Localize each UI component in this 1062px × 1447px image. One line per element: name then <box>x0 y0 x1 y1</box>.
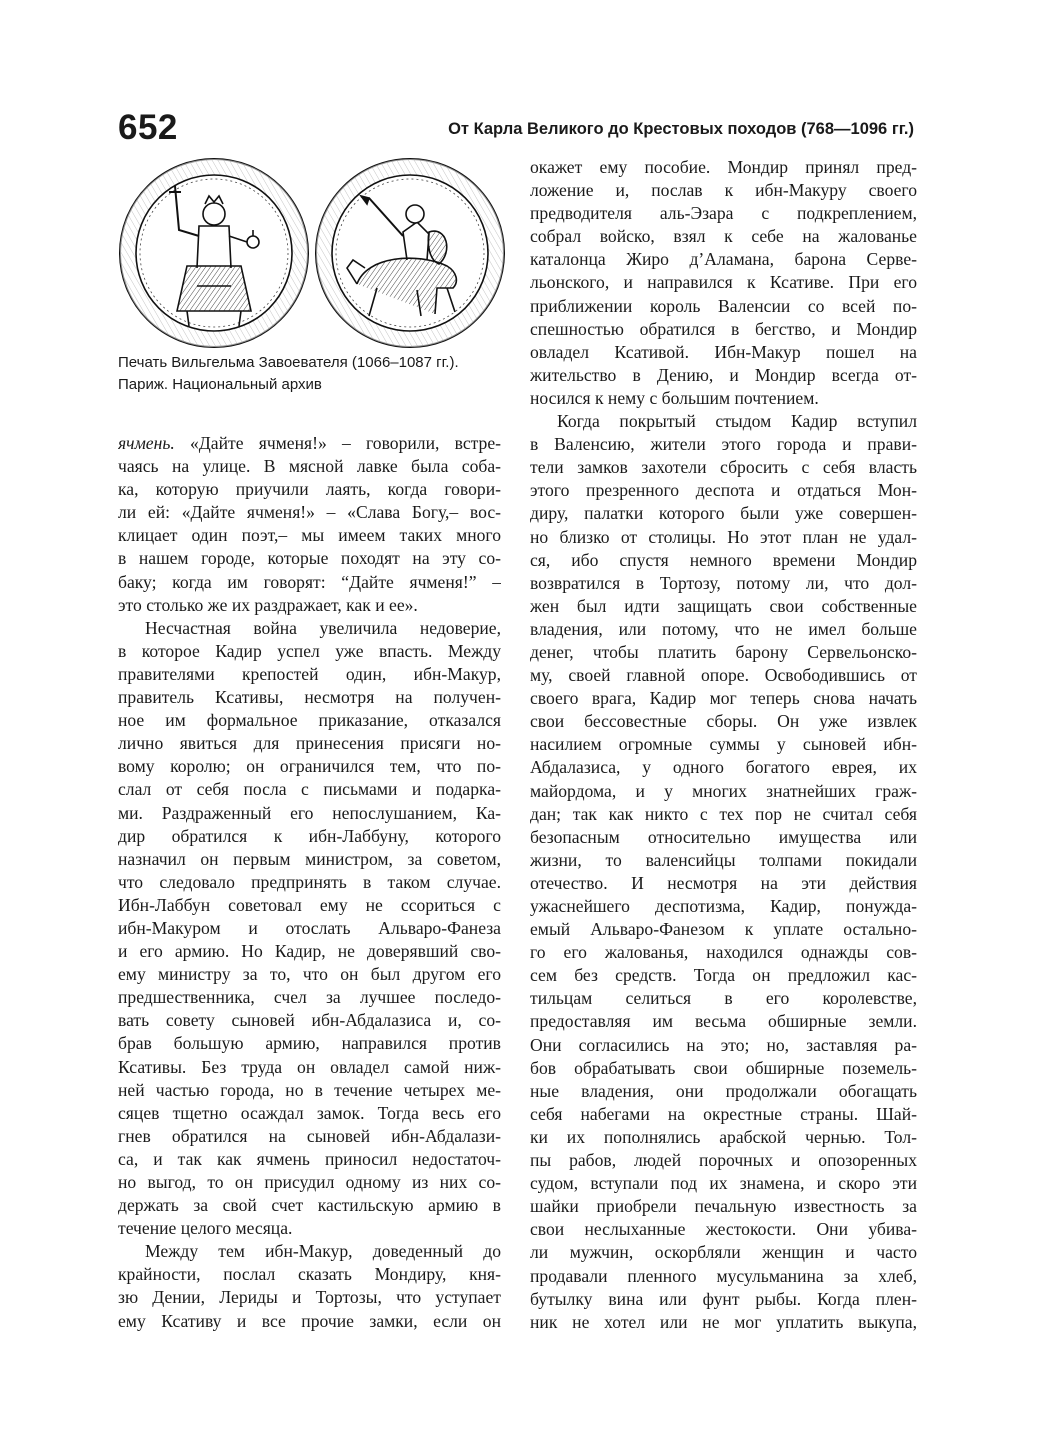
text-line: ми. Раздраженный его непослушанием, Ка- <box>118 802 501 823</box>
text-line: ужаснейшего деспотизма, Кадир, понужда- <box>530 896 917 916</box>
text-line: ибн-Макуром и отослать Альваро-Фанеза <box>118 917 501 938</box>
text-line: ли ей: «Дайте ячменя!» – «Слава Богу,– вос- <box>118 502 501 523</box>
text-line: тели замков захотели сбросить с себя власть <box>530 457 917 478</box>
left-text-column <box>118 432 501 1333</box>
text-line: носился к нему с большим почтением. <box>530 387 819 408</box>
text-line: баку; когда им говорят: “Дайте ячменя!” – <box>118 571 501 592</box>
text-line: вать совету сыновей ибн-Абдалазиса и, со- <box>118 1010 501 1031</box>
text-line: этого презренного деспота и отдаться Мон- <box>530 480 917 501</box>
text-line: тильцам селиться в его королевстве, <box>530 988 917 1009</box>
text-line: ное им формальное приказание, отказался <box>118 710 501 731</box>
text-line: го его жалованья, находился однажды сов- <box>530 942 917 963</box>
text-line: свои неслыханные жестокости. Они убива- <box>530 1219 917 1240</box>
text-line: приближении король Валенсии со всей по- <box>530 295 917 316</box>
text-line: бутылку вина или фунт рыбы. Когда плен- <box>530 1288 917 1309</box>
text-line: это столько же их раздражает, как и ее». <box>118 594 418 615</box>
text-line: Когда покрытый стыдом Кадир вступил <box>557 411 917 432</box>
text-line: шайки приобрели печальную известность за <box>530 1196 917 1217</box>
text-line: Между тем ибн-Макур, доведенный до <box>145 1241 501 1262</box>
figure-caption <box>118 352 518 396</box>
text-line: но близко от столицы. Но этот план не удал- <box>530 526 917 547</box>
text-line: ки их пополнялись арабской чернью. Тол- <box>530 1126 917 1147</box>
page-number: 652 <box>118 108 178 147</box>
text-line: ные владения, они продолжали обогащать <box>530 1080 917 1101</box>
text-line: и его армию. Но Кадир, не доверявший сво- <box>118 941 501 962</box>
text-line: ней частью города, но в течение четырех ме- <box>118 1079 501 1100</box>
text-line: ся, ибо спустя немного времени Мондир <box>530 549 917 570</box>
text-line: спешностью обратился в бегство, и Мондир <box>530 318 917 339</box>
text-line: отечество. И несмотря на эти действия <box>530 872 917 893</box>
text-line: денег, чтобы платить барону Сервельонско- <box>530 641 917 662</box>
text-line: ка, которую приучили лаять, когда говори- <box>118 479 501 500</box>
text-line: насилием огромные суммы у сыновей ибн- <box>530 734 917 755</box>
text-line: слал от себя посла с письмами и подарка- <box>118 779 501 800</box>
running-title: От Карла Великого до Крестовых походов (768—1096 гг.) <box>448 120 914 138</box>
text-line: жен был идти защищать свои собственные <box>530 595 917 616</box>
text-line: ячмень. «Дайте ячменя!» – говорили, встре- <box>118 433 501 453</box>
text-line: предводителя аль-Эзара с подкреплением, <box>530 203 917 224</box>
text-line: в которое Кадир успел уже впасть. Между <box>118 640 501 661</box>
text-line: правителями крепостей один, ибн-Макур, <box>118 663 501 684</box>
text-line: свои бессовестные сборы. Он уже извлек <box>530 711 917 732</box>
text-line: бов обрабатывать свои обширные поземель- <box>530 1057 917 1078</box>
text-line: окажет ему пособие. Мондир принял пред- <box>530 157 917 177</box>
text-line: жительство в Дению, и Мондир всегда от- <box>530 364 917 385</box>
text-line: предоставляя им весьма обширные земли. <box>530 1011 917 1032</box>
text-line: Они согласились на это; но, заставляя ра- <box>530 1034 917 1055</box>
text-line: льонского, и направился к Ксативе. При его <box>530 272 917 293</box>
text-line: судом, вступали под их знамена, и скоро эти <box>530 1173 917 1194</box>
text-line: дан; так как никто с тех пор не считал себя <box>530 803 917 824</box>
text-line: овладел Ксативой. Ибн-Макур пошел на <box>530 341 917 362</box>
text-line: Ксативы. Без труда он овладел самой ниж- <box>118 1056 501 1077</box>
text-line: диру, палатки которого были уже совершен- <box>530 503 917 524</box>
text-line: Ибн-Лаббун советовал ему не ссориться с <box>118 894 501 915</box>
text-line: чаясь на улице. В мясной лавке была соба- <box>118 456 501 477</box>
seal-illustration <box>117 156 507 352</box>
text-line: ли мужчин, оскорбляли женщин и часто <box>530 1242 917 1263</box>
text-line: лично явиться для принесения присяги но- <box>118 733 501 754</box>
text-line: правитель Ксативы, несмотря на получен- <box>118 687 501 708</box>
text-line: дир обратился к ибн-Лаббуну, которого <box>118 825 501 846</box>
text-line: держать за свой счет кастильскую армию в <box>118 1195 501 1216</box>
text-line: в нашем городе, которые походят на эту со- <box>118 548 501 569</box>
text-line: собрал войско, взял к себе на жалованье <box>530 226 917 247</box>
text-line: му, своей главной опоре. Освободившись от <box>530 665 917 686</box>
text-line: ему Ксативу и все прочие замки, если он <box>118 1310 501 1331</box>
text-line: майордома, и у многих знатнейших граж- <box>530 780 917 801</box>
text-line: Абдалазиса, у одного богатого еврея, их <box>530 757 917 778</box>
text-line: клицает один поэт,– мы имеем таких много <box>118 525 501 546</box>
text-line: гнев обратился на сыновей ибн-Абдалази- <box>118 1125 501 1146</box>
text-line: сем без средств. Тогда он предложил кас- <box>530 965 917 986</box>
text-line: вому королю; он ограничился тем, что по- <box>118 756 501 777</box>
text-line: что следовало предпринять в таком случае. <box>118 871 501 892</box>
italic-word: ячмень. <box>118 433 175 453</box>
text-line: брав большую армию, направился против <box>118 1033 501 1054</box>
text-line: назначил он первым министром, за советом, <box>118 848 501 869</box>
text-line: зю Дении, Лериды и Тортозы, что уступает <box>118 1287 501 1308</box>
text-line: течение целого месяца. <box>118 1218 293 1239</box>
text-line: пы рабов, людей порочных и опозоренных <box>530 1150 917 1171</box>
text-line: себя набегами на окрестные страны. Шай- <box>530 1103 917 1124</box>
text-line: возвратился в Тортозу, потому ли, что дол- <box>530 572 917 593</box>
text-line: Несчастная война увеличила недоверие, <box>145 617 501 638</box>
text-line: емый Альваро-Фанезом к уплате остально- <box>530 919 917 940</box>
text-line: жизни, то валенсийцы толпами покидали <box>530 849 917 870</box>
text-line: но выгод, то он присудил одному из них со- <box>118 1172 501 1192</box>
text-line: каталонца Жиро д’Аламана, барона Серве- <box>530 249 917 270</box>
caption-line: Париж. Национальный архив <box>118 376 322 393</box>
text-line: в Валенсию, жители этого города и прави- <box>530 434 917 455</box>
right-text-column <box>530 156 917 1334</box>
text-line: своего врага, Кадир мог теперь снова начать <box>530 688 917 709</box>
text-line: владения, или потому, что не имел больше <box>530 618 917 639</box>
text-line: продавали пленного мусульманина за хлеб, <box>530 1265 917 1286</box>
text-line: крайности, послал сказать Мондиру, кня- <box>118 1264 501 1285</box>
text-line: безопасным относительно имущества или <box>530 826 917 847</box>
text-line: ник не хотел или не мог уплатить выкупа, <box>530 1311 917 1332</box>
text-line: ложение и, послав к ибн-Макуру своего <box>530 180 917 201</box>
text-line: предшественника, счел за лучшее последо- <box>118 987 501 1008</box>
text-line: сяцев тщетно осаждал замок. Тогда весь его <box>118 1102 501 1123</box>
text-line: ему министру за то, что он был другом его <box>118 964 501 985</box>
seal-obverse-king <box>120 159 308 347</box>
text-line: са, и так как ячмень приносил недостаточ- <box>118 1148 501 1169</box>
caption-line: Печать Вильгельма Завоевателя (1066–1087 гг.). <box>118 354 459 371</box>
seal-reverse-knight <box>316 159 504 347</box>
